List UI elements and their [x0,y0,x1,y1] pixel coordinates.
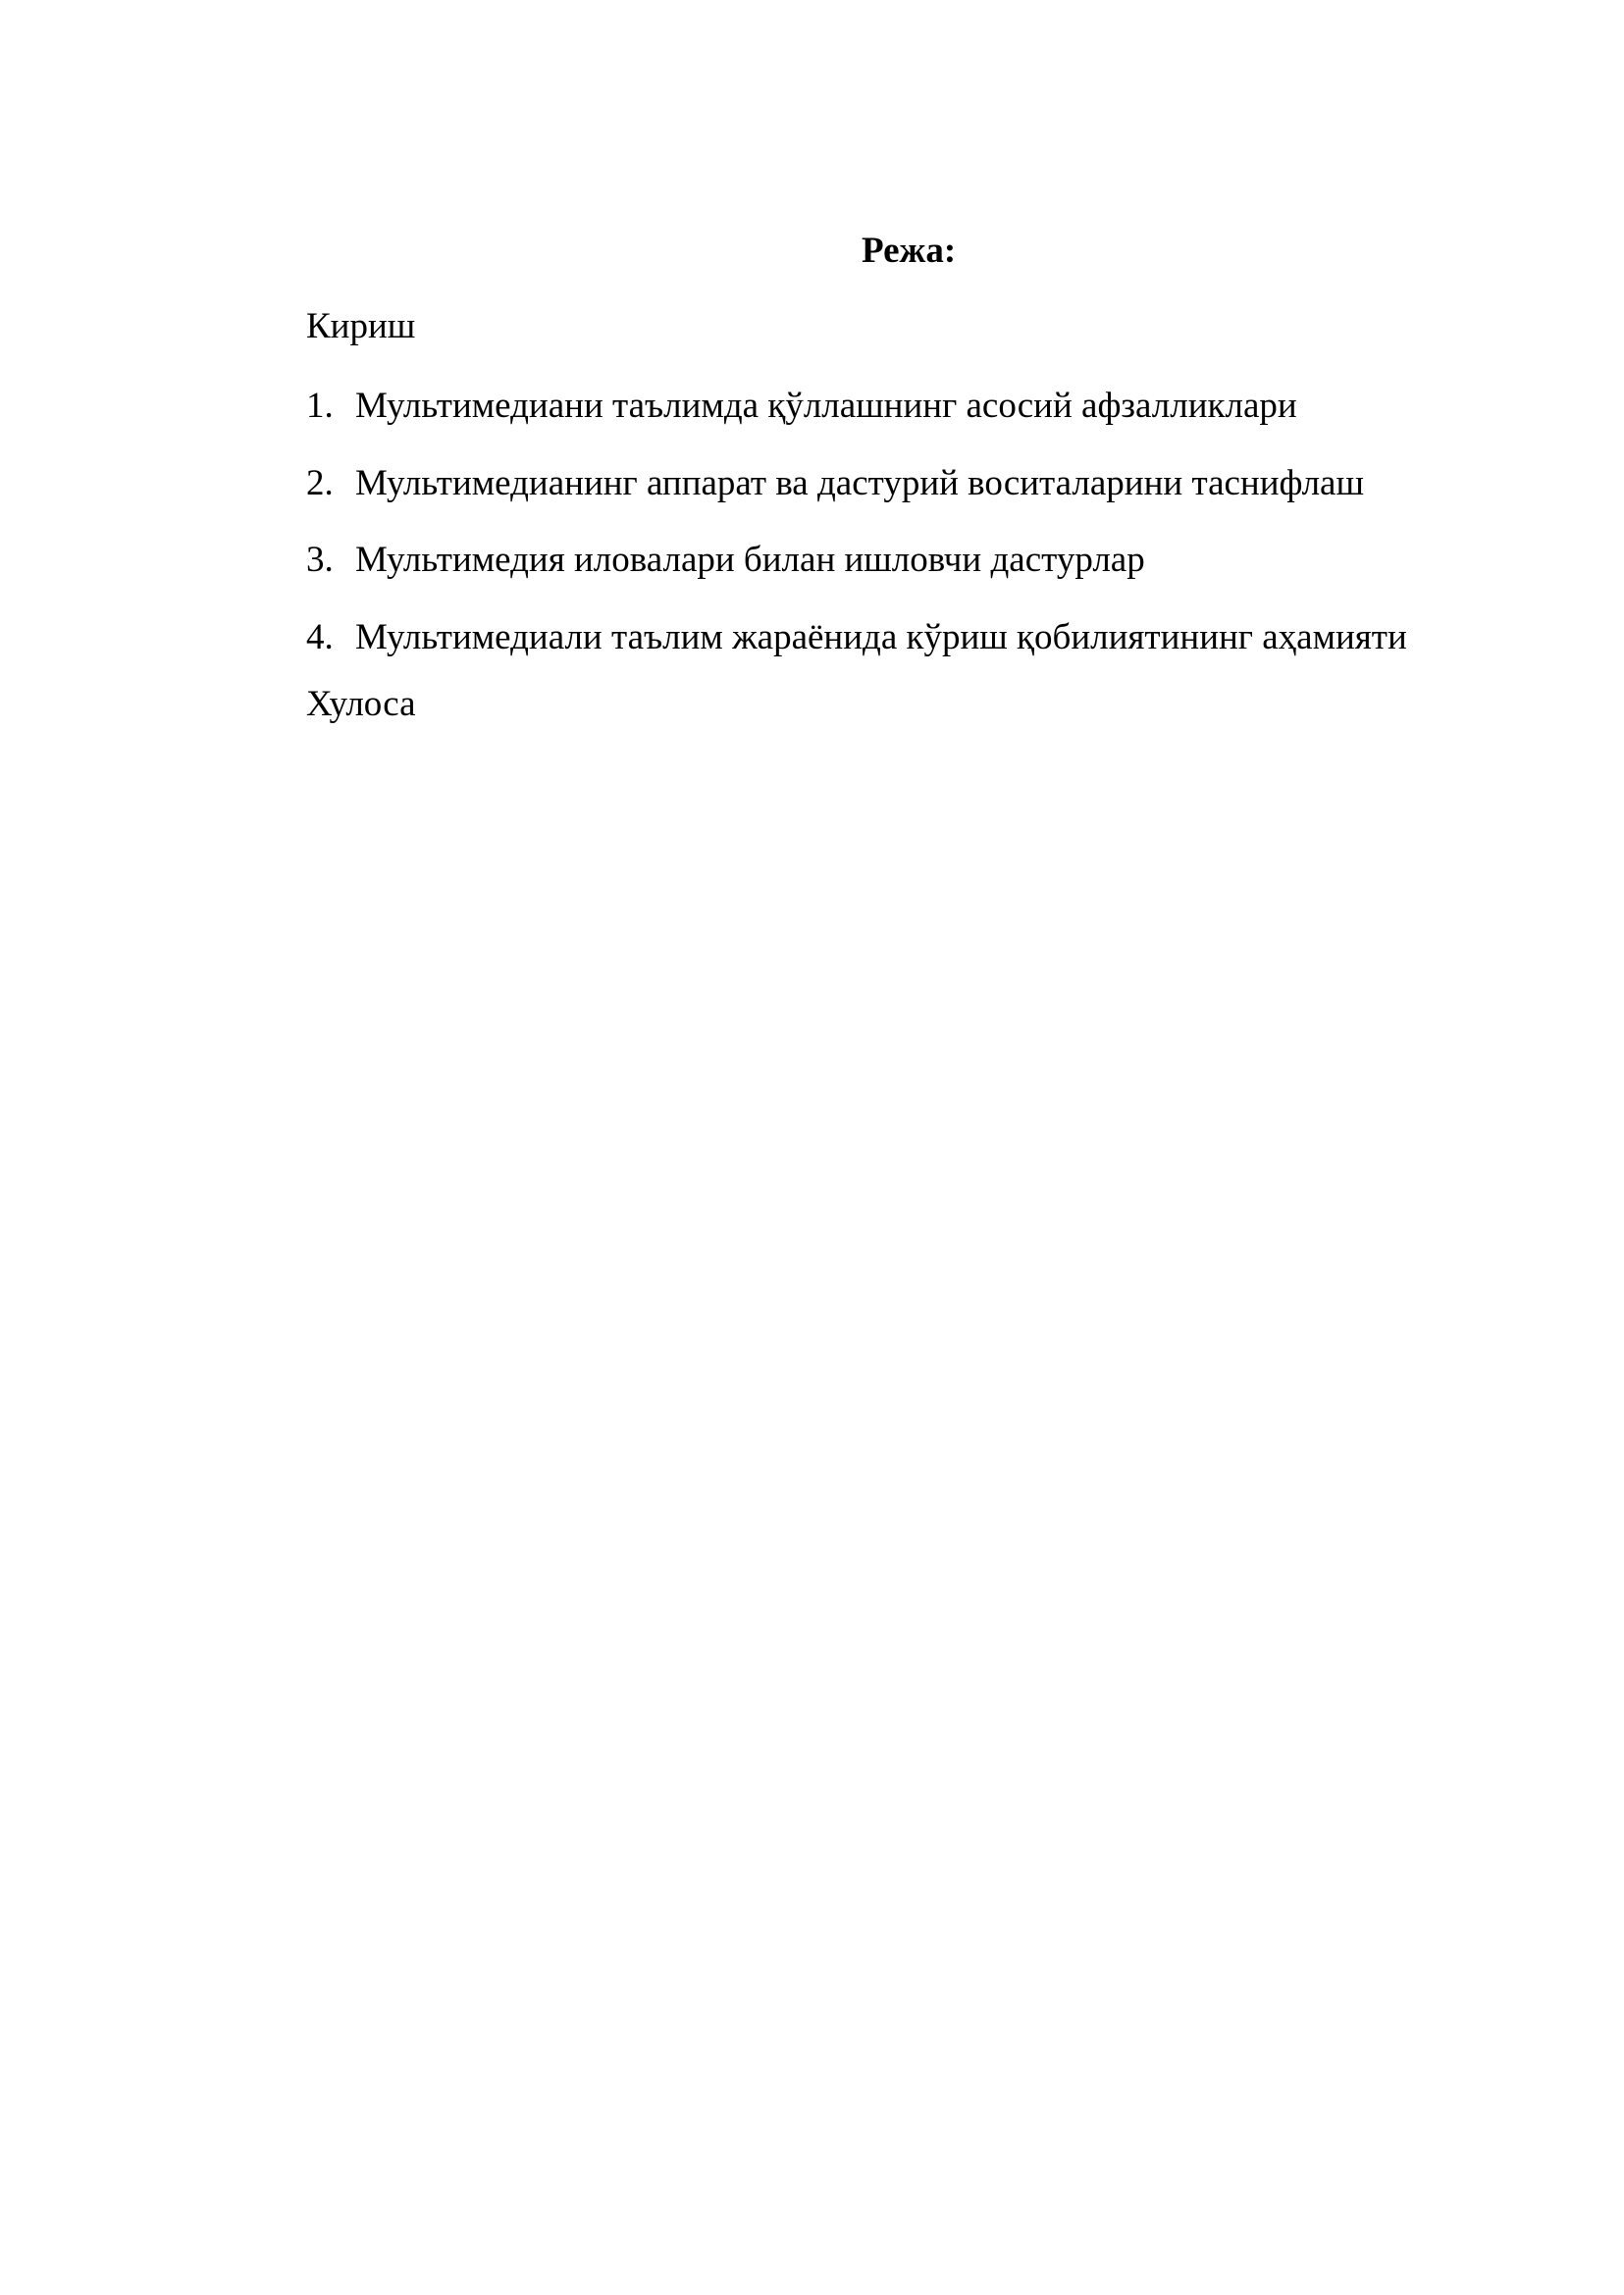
list-item-number: 2. [306,463,334,503]
list-item-text: Мультимедия иловалари билан ишловчи дастурлар [355,540,1145,580]
list-item-text: Мультимедиани таълимда қўллашнинг асосий афзалликлари [355,386,1297,426]
list-item-text: Мультимедианинг аппарат ва дастурий воситаларини таснифлаш [355,463,1364,503]
list-item-number: 1. [306,386,334,426]
list-item-number: 4. [306,617,334,657]
intro-entry: Кириш [306,306,416,346]
list-item-number: 3. [306,540,334,580]
list-item [306,460,1364,507]
list-item [306,383,1297,430]
list-item [306,614,1407,661]
list-item [306,537,1145,584]
list-item-text: Мультимедиали таълим жараёнида кўриш қобилиятининг аҳамияти [355,617,1407,657]
page-title: Режа: [862,231,957,271]
conclusion-entry: Хулоса [306,684,416,724]
